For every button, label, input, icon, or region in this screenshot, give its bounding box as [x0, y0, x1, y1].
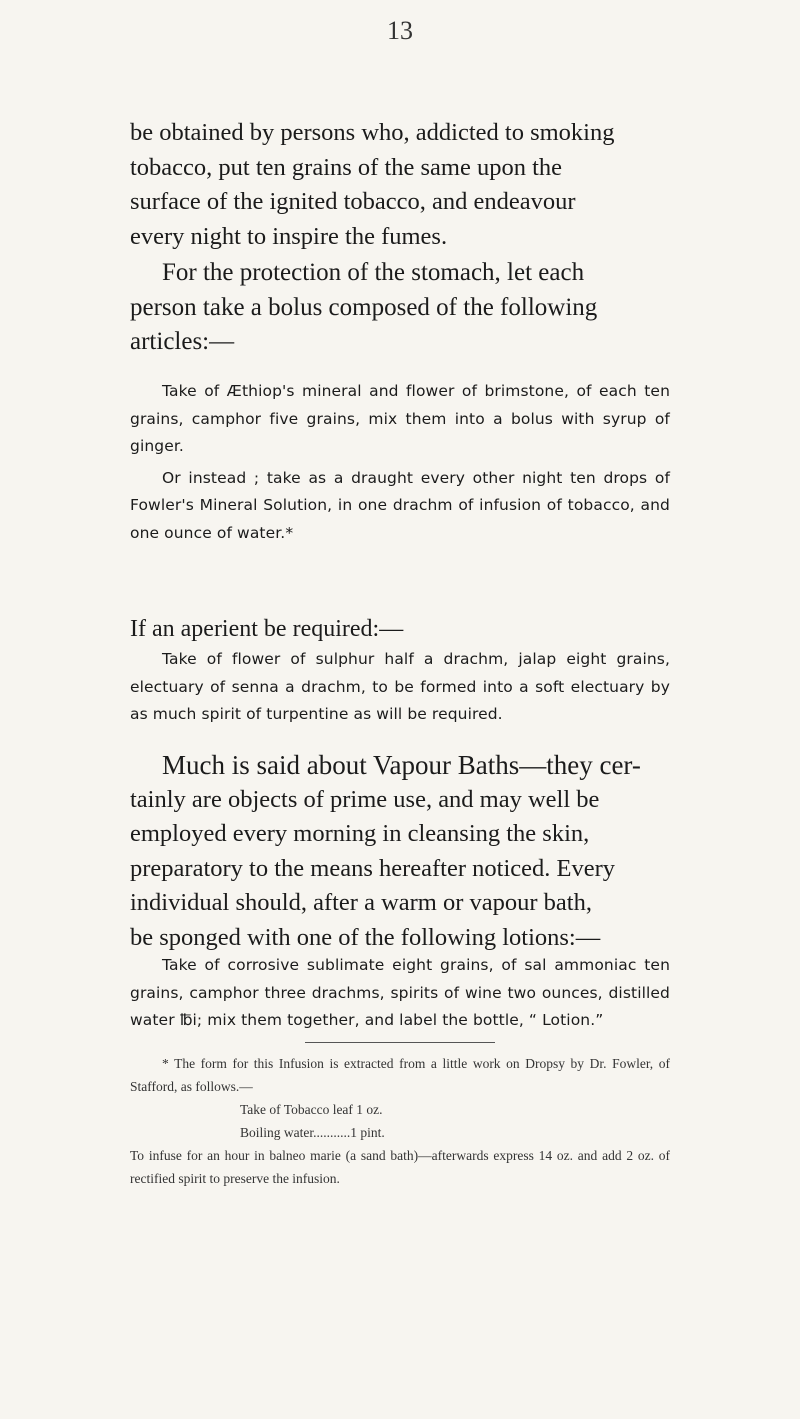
- footnote-line: Take of Tobacco leaf 1 oz.: [240, 1102, 383, 1117]
- footnote-line: * The form for this Infusion is extracted from a little work on Dropsy by Dr. Fowler, of Stafford, as follows.—: [130, 1056, 670, 1094]
- para3-line: individual should, after a warm or vapour bath,: [130, 889, 592, 916]
- aperient-heading: If an aperient be required:—: [130, 616, 404, 642]
- para2-line: articles:—: [130, 328, 235, 355]
- para3: [130, 748, 670, 955]
- para2-line: person take a bolus composed of the following: [130, 293, 598, 321]
- aperient-block: [130, 612, 670, 729]
- para1-line: every night to inspire the fumes.: [130, 222, 448, 250]
- recipe-aperient: Take of flower of sulphur half a drachm, jalap eight grains, electuary of senna a drachm, to be formed into a soft electuary by as much spirit of turpentine as will be required.: [130, 650, 670, 723]
- para3-line: preparatory to the means hereafter noticed. Every: [130, 854, 615, 882]
- para2-line: For the protection of the stomach, let each: [162, 259, 585, 286]
- recipe-draught: Or instead ; take as a draught every other night ten drops of Fowler's Mineral Solution, in one drachm of infusion of tobacco, and one ounce of water.*: [130, 468, 670, 542]
- para1-line: tobacco, put ten grains of the same upon the: [130, 153, 563, 181]
- para3-line: tainly are objects of prime use, and may well be: [130, 785, 600, 813]
- footnote-line: To infuse for an hour in balneo marie (a sand bath)—afterwards express 14 oz. and add 2 oz. of rectified spirit to preserve the infusion.: [130, 1148, 670, 1186]
- recipe-lotion: Take of corrosive sublimate eight grains, of sal ammoniac ten grains, camphor three drachms, spirits of wine two ounces, distilled water ℔i; mix them together, and label the bottle, “ Lotion.”: [130, 956, 670, 1029]
- para1: [130, 116, 670, 254]
- footnote-line: Boiling water...........1 pint.: [240, 1125, 385, 1140]
- para2: [130, 256, 670, 360]
- para1-line: surface of the ignited tobacco, and endeavour: [130, 188, 576, 215]
- paragraph-smoking: [130, 116, 670, 360]
- para3-line: employed every morning in cleansing the skin,: [130, 820, 590, 847]
- footnote: [130, 1052, 670, 1190]
- page-number: 13: [387, 16, 413, 45]
- vapour-baths-block: [130, 748, 670, 955]
- lotion-block: [130, 952, 670, 1035]
- para3-line: be sponged with one of the following lotions:—: [130, 923, 601, 951]
- para3-line: Much is said about Vapour Baths—they cer-: [162, 750, 641, 780]
- recipe-block-1: [130, 378, 670, 547]
- footnote-rule: [305, 1042, 495, 1043]
- recipe-bolus: Take of Æthiop's mineral and flower of brimstone, of each ten grains, camphor five grains, mix them into a bolus with syrup of ginger.: [130, 382, 670, 455]
- para1-line: be obtained by persons who, addicted to smoking: [130, 119, 615, 146]
